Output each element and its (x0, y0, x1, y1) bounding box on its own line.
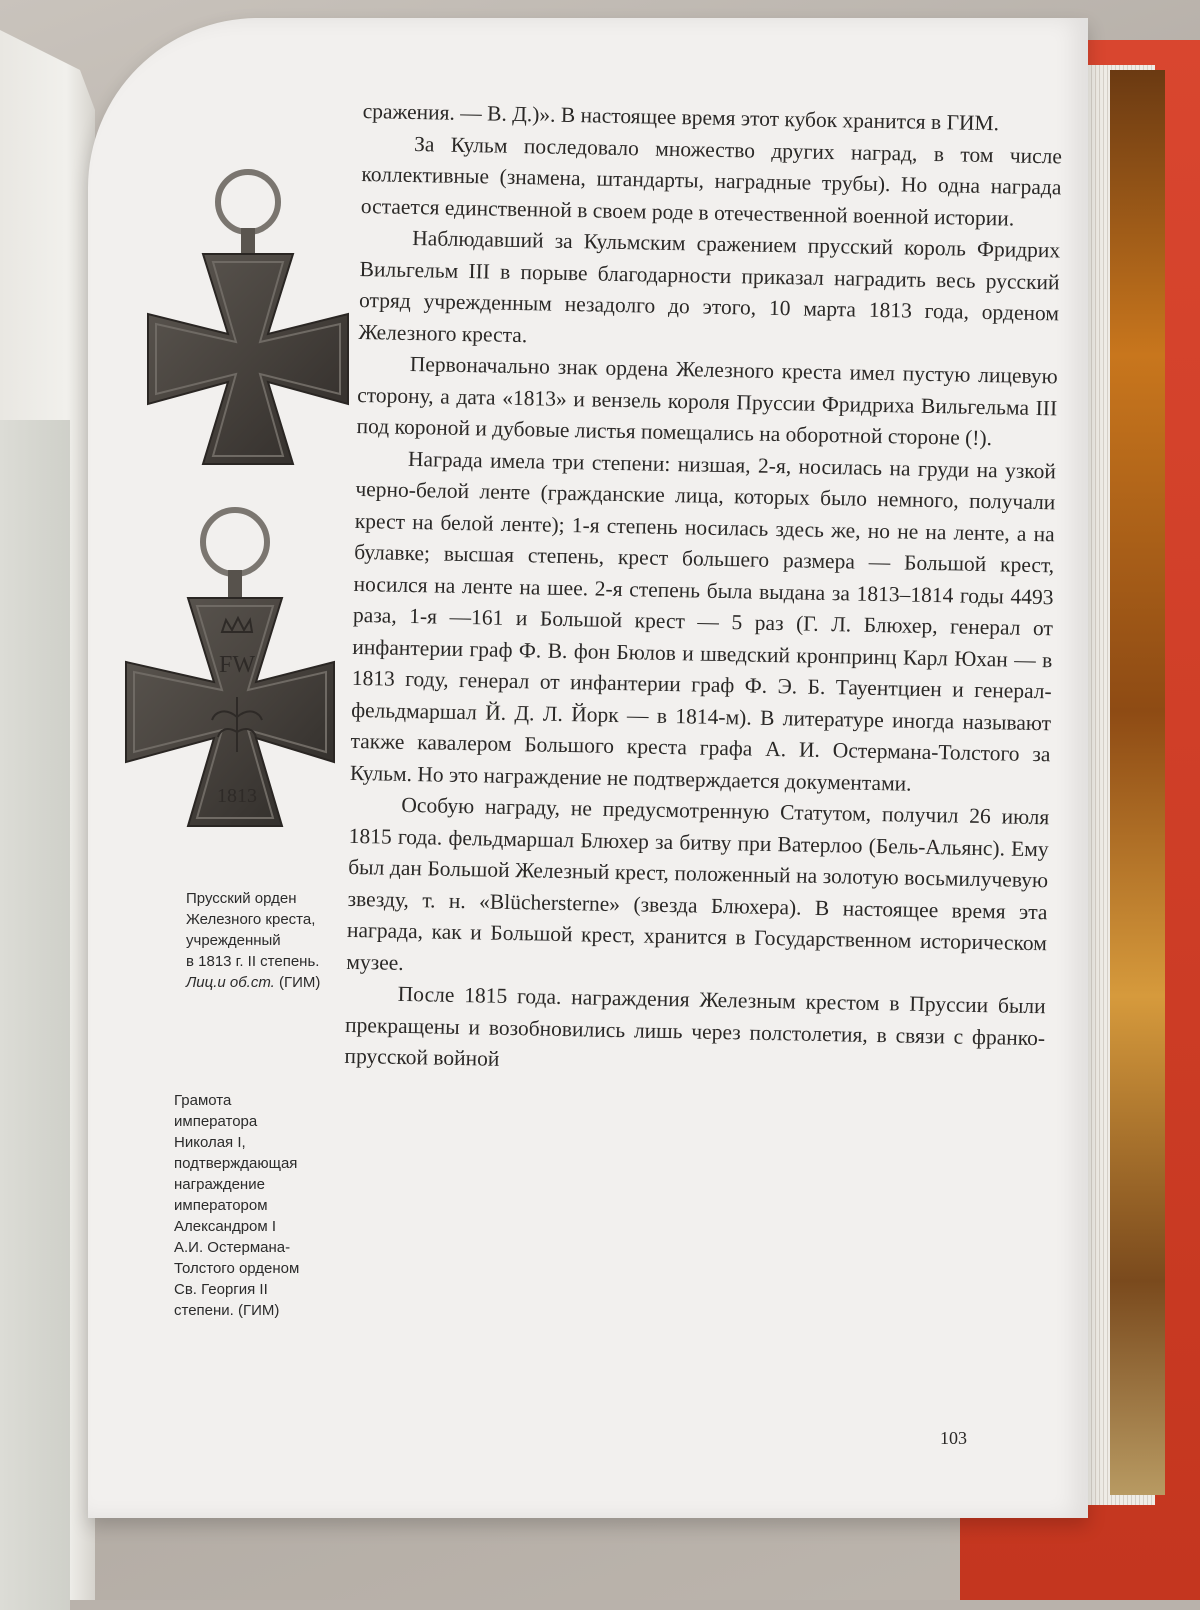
iron-cross-reverse-image (120, 502, 340, 842)
iron-cross-obverse-image (143, 164, 353, 484)
caption-line: подтверждающая (174, 1155, 298, 1172)
left-page-document-image (0, 420, 70, 1610)
page-number: 103 (940, 1428, 967, 1448)
caption-line: Грамота (174, 1092, 232, 1109)
caption-line: степени. (ГИМ) (174, 1302, 280, 1319)
caption-line: Прусский орден (186, 890, 297, 907)
suspension-ring (203, 510, 267, 574)
caption-source: (ГИМ) (274, 974, 321, 991)
date-text: 1813 (217, 785, 257, 807)
cross-shape (148, 254, 348, 464)
caption-line: Николая I, (174, 1134, 246, 1151)
body-text (344, 96, 1063, 1086)
cipher-text: FW (219, 652, 255, 678)
paragraph: За Кульм последовало множество других наград, в том числе коллективные (знамена, штандарты, наградные трубы). Но одна награда остается единственной в своем роде в отечественной военной истории. (360, 131, 1063, 231)
caption-line: А.И. Остермана- (174, 1239, 291, 1256)
next-page-photo-edge (1110, 70, 1165, 1495)
paragraph: Наблюдавший за Кульмским сражением прусский король Фридрих Вильгельм III в порыве благодарности приказал наградить весь русский отряд учрежденным незадолго до этого, 10 марта 1813 года, орденом Железного креста. (358, 225, 1061, 347)
caption-line (186, 972, 320, 993)
caption-line: награждение (174, 1176, 265, 1193)
paragraph: После 1815 года. награждения Железным крестом в Пруссии были прекращены и возобновились лишь через полстолетия, в связи с франко-прусской войной (344, 981, 1046, 1071)
paragraph: Награда имела три степени: низшая, 2-я, носилась на груди на узкой черно-белой ленте (гражданские лица, которых было немного, получали крест на белой ленте); 1-я степень носилась здесь же, но не на ленте, а на булавке; высшая степень, крест большего размера — Большой крест, носился на ленте на шее. 2-я степень была выдана за 1813–1814 годы 4493 раза, 1-я —161 и Большой крест — 5 раз (Г. Л. Блюхер, генерал от инфантерии граф Ф. В. фон Бюлов и шведский кронпринц Карл Юхан — в 1813 году, генерал от инфантерии граф Ф. Э. Б. Тауентциен и генерал-фельдмаршал Й. Д. Л. Йорк — в 1814-м). В литературе иногда называют также кавалером Большого креста графа А. И. Остермана-Толстого за Кульм. Но это награждение не подтверждается документами. (349, 446, 1057, 796)
caption-line: императором (174, 1197, 268, 1214)
caption-line: учрежденный (186, 932, 281, 949)
paragraph: Особую награду, не предусмотренную Статутом, получил 26 июля 1815 года. фельдмаршал Блюхер за битву при Ватерлоо (Бель-Альянс). Ему был дан Большой Железный крест, положенный на золотую восьмилучевую звезду, т. н. «Blüchersterne» (звезда Блюхера). В настоящее время эта награда, как и Большой крест, хранится в Государственном историческом музее. (346, 792, 1050, 975)
caption-line: в 1813 г. II степень. (186, 953, 320, 970)
paragraph: Первоначально знак ордена Железного креста имел пустую лицевую сторону, а дата «1813» и вензель короля Пруссии Фридриха Вильгельма III под короной и дубовые листья помещались на оборотной стороне (!). (356, 351, 1058, 451)
caption-line: Св. Георгия II (174, 1281, 268, 1298)
paragraph: сражения. — В. Д.)». В настоящее время этот кубок хранится в ГИМ. (362, 98, 1000, 136)
caption-line: Железного креста, (186, 911, 316, 928)
caption-line: Александром I (174, 1218, 277, 1235)
cross-caption (186, 888, 320, 993)
caption-line: императора (174, 1113, 258, 1130)
book-page (88, 18, 1088, 1518)
gramota-caption (174, 1090, 299, 1321)
caption-italic: Лиц.и об.ст. (186, 974, 275, 991)
caption-line: Толстого орденом (174, 1260, 300, 1277)
suspension-ring (218, 172, 278, 232)
